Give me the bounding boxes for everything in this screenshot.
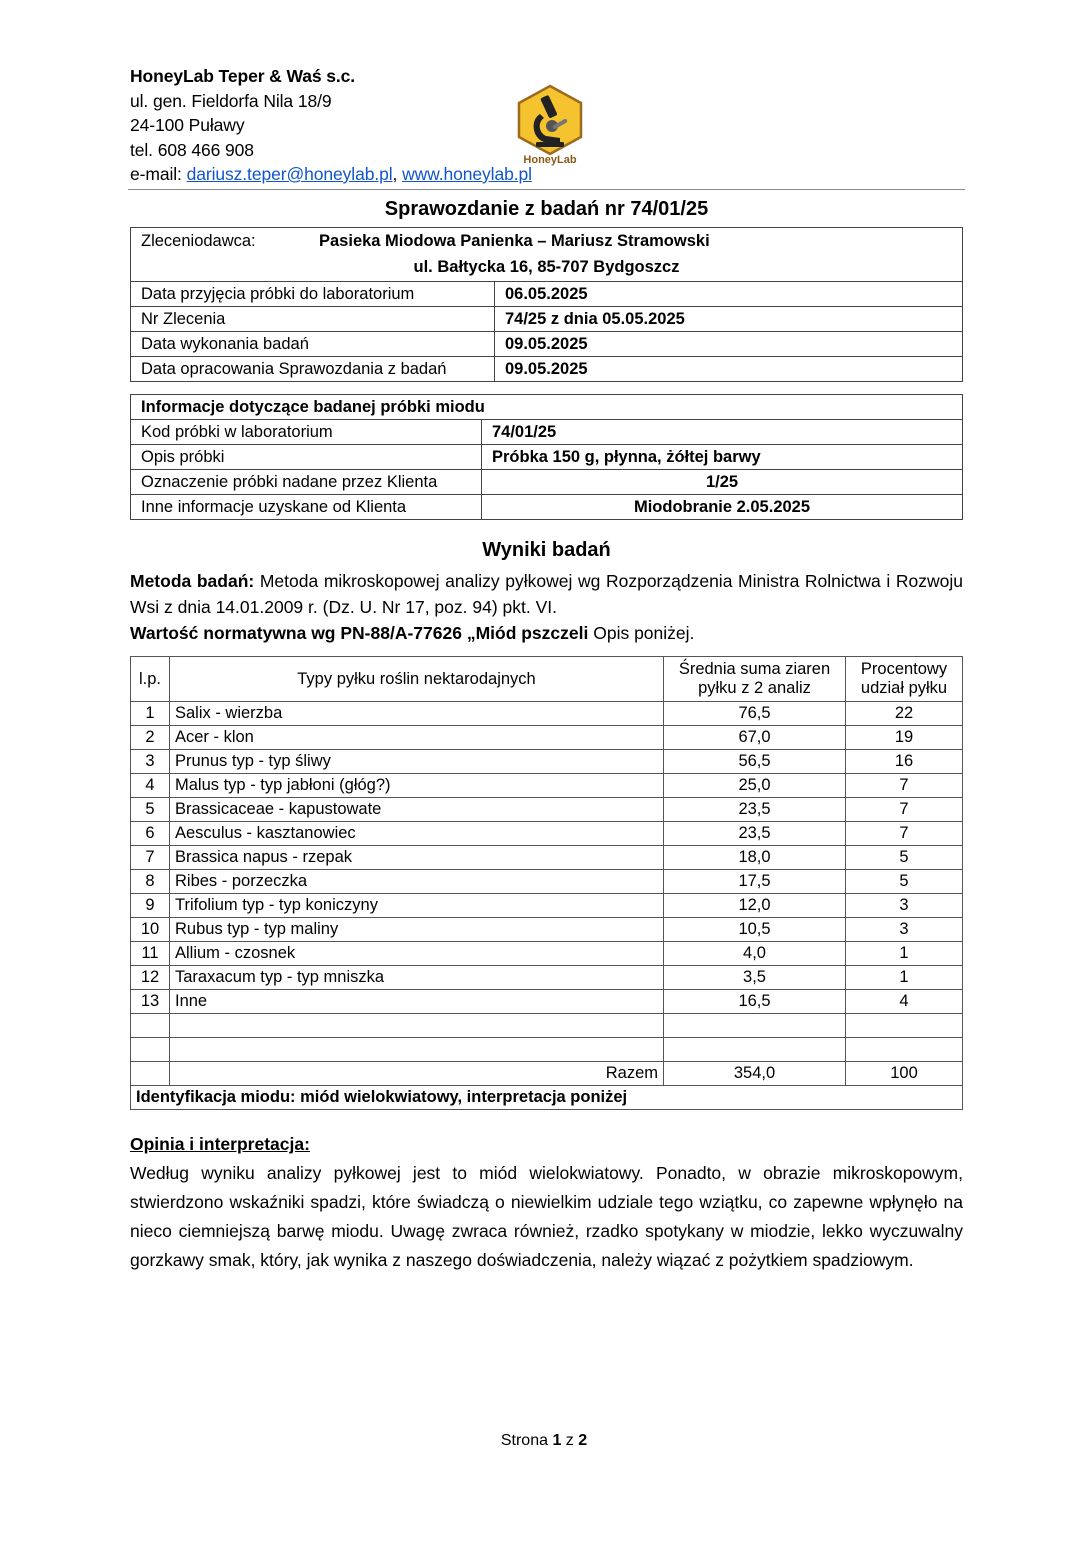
row-mean-count: 23,5 — [664, 798, 846, 822]
sample-value: Próbka 150 g, płynna, żółtej barwy — [482, 445, 963, 470]
method-section — [130, 568, 963, 646]
row-lp: 5 — [131, 798, 170, 822]
page-total: 2 — [578, 1432, 588, 1449]
row-lp: 10 — [131, 918, 170, 942]
row-mean-count: 56,5 — [664, 750, 846, 774]
client-label: Zleceniodawca: — [141, 232, 256, 250]
contact-separator: , — [392, 164, 403, 184]
empty-row — [131, 1014, 963, 1038]
sample-heading-row — [131, 395, 963, 420]
table-row — [131, 894, 963, 918]
table-row — [131, 774, 963, 798]
row-mean-count: 18,0 — [664, 846, 846, 870]
report-info-table — [130, 227, 963, 382]
honeylab-logo — [514, 84, 586, 166]
logo-text: HoneyLab — [523, 154, 577, 166]
row-pollen-type: Aesculus - kasztanowiec — [170, 822, 664, 846]
row-mean-count: 76,5 — [664, 702, 846, 726]
total-mean: 354,0 — [664, 1062, 846, 1086]
row-pollen-type: Taraxacum typ - typ mniszka — [170, 966, 664, 990]
pollen-results-table — [130, 656, 963, 1110]
table-row — [131, 307, 963, 332]
sample-info-table — [130, 394, 963, 520]
row-lp: 3 — [131, 750, 170, 774]
info-label: Data przyjęcia próbki do laboratorium — [131, 282, 495, 307]
table-row — [131, 702, 963, 726]
info-value: 06.05.2025 — [495, 282, 963, 307]
opinion-section — [130, 1130, 963, 1275]
table-row — [131, 420, 963, 445]
row-percent: 16 — [846, 750, 963, 774]
table-row — [131, 966, 963, 990]
table-row — [131, 445, 963, 470]
column-header-lp: l.p. — [131, 657, 170, 702]
info-value: 74/25 z dnia 05.05.2025 — [495, 307, 963, 332]
row-percent: 7 — [846, 822, 963, 846]
row-percent: 3 — [846, 918, 963, 942]
row-pollen-type: Inne — [170, 990, 664, 1014]
company-city: 24-100 Puławy — [130, 115, 245, 135]
norm-paragraph — [130, 620, 963, 646]
table-row — [131, 495, 963, 520]
total-percent: 100 — [846, 1062, 963, 1086]
sample-value: 1/25 — [482, 470, 963, 495]
total-label: Razem — [170, 1062, 664, 1086]
info-value: 09.05.2025 — [495, 332, 963, 357]
row-lp: 12 — [131, 966, 170, 990]
row-pollen-type: Ribes - porzeczka — [170, 870, 664, 894]
row-mean-count: 4,0 — [664, 942, 846, 966]
table-row — [131, 918, 963, 942]
honey-identification: Identyfikacja miodu: miód wielokwiatowy, interpretacja poniżej — [131, 1086, 963, 1110]
row-percent: 1 — [846, 942, 963, 966]
table-header-row — [131, 657, 963, 702]
row-percent: 7 — [846, 798, 963, 822]
info-label: Data wykonania badań — [131, 332, 495, 357]
row-mean-count: 10,5 — [664, 918, 846, 942]
table-row — [131, 846, 963, 870]
table-row — [131, 822, 963, 846]
header-divider — [128, 189, 965, 190]
row-mean-count: 16,5 — [664, 990, 846, 1014]
row-lp: 4 — [131, 774, 170, 798]
row-percent: 7 — [846, 774, 963, 798]
table-row — [131, 282, 963, 307]
email-link[interactable]: dariusz.teper@honeylab.pl — [186, 164, 393, 184]
row-percent: 3 — [846, 894, 963, 918]
identification-row — [131, 1086, 963, 1110]
client-name: Pasieka Miodowa Panienka – Mariusz Stramowski — [319, 232, 710, 250]
sample-label: Oznaczenie próbki nadane przez Klienta — [131, 470, 482, 495]
info-value: 09.05.2025 — [495, 357, 963, 382]
row-pollen-type: Brassicaceae - kapustowate — [170, 798, 664, 822]
company-name: HoneyLab Teper & Waś s.c. — [130, 66, 356, 86]
row-pollen-type: Allium - czosnek — [170, 942, 664, 966]
total-row — [131, 1062, 963, 1086]
column-header-mean: Średnia suma ziaren pyłku z 2 analiz — [664, 657, 846, 702]
row-percent: 22 — [846, 702, 963, 726]
row-pollen-type: Malus typ - typ jabłoni (głóg?) — [170, 774, 664, 798]
company-phone: tel. 608 466 908 — [130, 139, 254, 160]
row-mean-count: 25,0 — [664, 774, 846, 798]
table-row — [131, 798, 963, 822]
row-lp: 8 — [131, 870, 170, 894]
table-row — [131, 726, 963, 750]
norm-text: Opis poniżej. — [588, 623, 695, 643]
row-lp: 11 — [131, 942, 170, 966]
microscope-icon — [514, 84, 586, 166]
row-mean-count: 23,5 — [664, 822, 846, 846]
table-row — [131, 942, 963, 966]
row-lp: 2 — [131, 726, 170, 750]
row-pollen-type: Salix - wierzba — [170, 702, 664, 726]
table-row — [131, 332, 963, 357]
sample-value: Miodobranie 2.05.2025 — [482, 495, 963, 520]
row-mean-count: 17,5 — [664, 870, 846, 894]
row-lp: 9 — [131, 894, 170, 918]
client-address: ul. Bałtycka 16, 85-707 Bydgoszcz — [413, 258, 680, 276]
page-of: z — [561, 1432, 579, 1449]
page-number: 1 — [552, 1432, 562, 1449]
table-row — [131, 870, 963, 894]
opinion-heading: Opinia i interpretacja: — [130, 1134, 310, 1154]
method-paragraph — [130, 568, 963, 620]
sample-label: Kod próbki w laboratorium — [131, 420, 482, 445]
table-row — [131, 750, 963, 774]
row-mean-count: 67,0 — [664, 726, 846, 750]
row-mean-count: 3,5 — [664, 966, 846, 990]
row-lp: 13 — [131, 990, 170, 1014]
client-row — [131, 228, 963, 282]
empty-row — [131, 1038, 963, 1062]
row-mean-count: 12,0 — [664, 894, 846, 918]
norm-label: Wartość normatywna wg PN-88/A-77626 „Miód pszczeli — [130, 623, 589, 643]
page-footer — [0, 1432, 1088, 1450]
opinion-text: Według wyniku analizy pyłkowej jest to miód wielokwiatowy. Ponadto, w obrazie mikroskopowym, stwierdzono wskaźniki spadzi, które świadczą o niewielkim udziale tego wziątku, co zapewne wpłynęło na nieco ciemniejszą barwę miodu. Uwagę zwraca również, rzadko spotykany w miodzie, lekko wyczuwalny gorzkawy smak, który, jak wynika z naszego doświadczenia, należy wiązać z pożytkiem spadziowym. — [130, 1163, 963, 1270]
row-percent: 19 — [846, 726, 963, 750]
sample-label: Inne informacje uzyskane od Klienta — [131, 495, 482, 520]
website-link[interactable]: www.honeylab.pl — [402, 164, 532, 184]
row-pollen-type: Acer - klon — [170, 726, 664, 750]
row-percent: 4 — [846, 990, 963, 1014]
sample-heading: Informacje dotyczące badanej próbki miodu — [131, 395, 963, 420]
page-prefix: Strona — [500, 1432, 553, 1449]
row-lp: 1 — [131, 702, 170, 726]
sample-value: 74/01/25 — [482, 420, 963, 445]
row-pollen-type: Trifolium typ - typ koniczyny — [170, 894, 664, 918]
report-title: Sprawozdanie z badań nr 74/01/25 — [384, 198, 709, 220]
row-pollen-type: Prunus typ - typ śliwy — [170, 750, 664, 774]
column-header-percent: Procentowy udział pyłku — [846, 657, 963, 702]
row-lp: 7 — [131, 846, 170, 870]
row-percent: 1 — [846, 966, 963, 990]
company-street: ul. gen. Fieldorfa Nila 18/9 — [130, 90, 332, 111]
column-header-type: Typy pyłku roślin nektarodajnych — [170, 657, 664, 702]
results-heading: Wyniki badań — [482, 539, 611, 561]
method-text: Metoda mikroskopowej analizy pyłkowej wg Rozporządzenia Ministra Rolnictwa i Rozwoju Wsi z dnia 14.01.2009 r. (Dz. U. Nr 17, poz. 94) pkt. VI. — [130, 571, 963, 617]
table-row — [131, 470, 963, 495]
row-percent: 5 — [846, 870, 963, 894]
row-percent: 5 — [846, 846, 963, 870]
info-label: Nr Zlecenia — [131, 307, 495, 332]
sample-label: Opis próbki — [131, 445, 482, 470]
method-label: Metoda badań: — [130, 571, 255, 591]
row-lp: 6 — [131, 822, 170, 846]
info-label: Data opracowania Sprawozdania z badań — [131, 357, 495, 382]
email-label: e-mail: — [130, 164, 187, 184]
table-row — [131, 357, 963, 382]
table-row — [131, 990, 963, 1014]
row-pollen-type: Brassica napus - rzepak — [170, 846, 664, 870]
row-pollen-type: Rubus typ - typ maliny — [170, 918, 664, 942]
